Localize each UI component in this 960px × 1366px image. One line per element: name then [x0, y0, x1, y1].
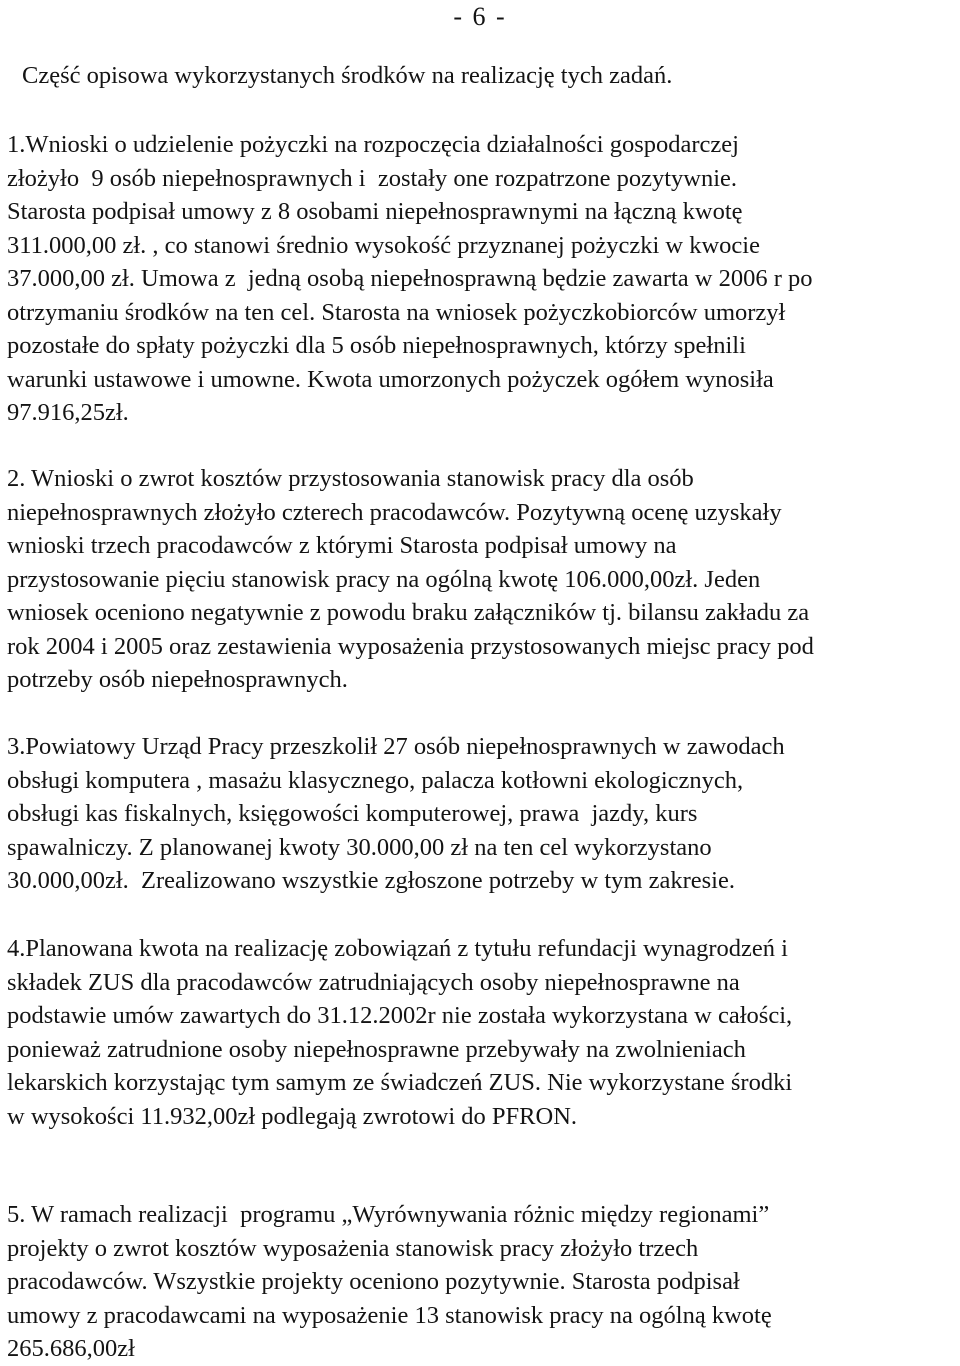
paragraph-line: 97.916,25zł. — [7, 399, 129, 426]
paragraph-line: umowy z pracodawcami na wyposażenie 13 stanowisk pracy na ogólną kwotę — [7, 1301, 772, 1329]
paragraph-line: obsługi kas fiskalnych, księgowości komputerowej, prawa jazdy, kurs — [7, 800, 698, 827]
paragraph-line: 37.000,00 zł. Umowa z jedną osobą niepełnosprawną będzie zawarta w 2006 r po — [7, 265, 813, 292]
paragraph-line: 30.000,00zł. Zrealizowano wszystkie zgłoszone potrzeby w tym zakresie. — [7, 867, 735, 894]
paragraph-line: projekty o zwrot kosztów wyposażenia stanowisk pracy złożyło trzech — [7, 1234, 699, 1262]
paragraph-line: pracodawców. Wszystkie projekty oceniono pozytywnie. Starosta podpisał — [7, 1268, 740, 1295]
section-4-paragraph — [7, 932, 959, 1133]
heading-text: Część opisowa wykorzystanych środków na realizację tych zadań. — [22, 62, 673, 89]
paragraph-line: 3.Powiatowy Urząd Pracy przeszkolił 27 osób niepełnosprawnych w zawodach — [7, 733, 785, 760]
paragraph-line: 265.686,00zł — [7, 1335, 135, 1362]
section-3-paragraph — [7, 730, 959, 898]
paragraph-line: Starosta podpisał umowy z 8 osobami niepełnosprawnymi na łączną kwotę — [7, 198, 743, 225]
paragraph-line: złożyło 9 osób niepełnosprawnych i zostały one rozpatrzone pozytywnie. — [7, 164, 738, 192]
paragraph-line: wnioski trzech pracodawców z którymi Starosta podpisał umowy na — [7, 532, 677, 559]
paragraph-line: wniosek oceniono negatywnie z powodu braku załączników tj. bilansu zakładu za — [7, 599, 810, 626]
paragraph-line: rok 2004 i 2005 oraz zestawienia wyposażenia przystosowanych miejsc pracy pod — [7, 632, 814, 660]
paragraph-line: 5. W ramach realizacji programu „Wyrównywania różnic między regionami” — [7, 1201, 770, 1228]
paragraph-line: 4.Planowana kwota na realizację zobowiązań z tytułu refundacji wynagrodzeń i — [7, 935, 788, 962]
paragraph-line: potrzeby osób niepełnosprawnych. — [7, 666, 348, 693]
paragraph-line: przystosowanie pięciu stanowisk pracy na ogólną kwotę 106.000,00zł. Jeden — [7, 565, 761, 593]
paragraph-line: 1.Wnioski o udzielenie pożyczki na rozpoczęcia działalności gospodarczej — [7, 131, 739, 158]
section-1-paragraph — [7, 128, 959, 430]
document-heading — [22, 59, 960, 93]
page-number: - 6 - — [453, 2, 507, 31]
paragraph-line: obsługi komputera , masażu klasycznego, palacza kotłowni ekologicznych, — [7, 766, 744, 794]
paragraph-line: warunki ustawowe i umowne. Kwota umorzonych pożyczek ogółem wynosiła — [7, 365, 774, 393]
paragraph-line: 2. Wnioski o zwrot kosztów przystosowania stanowisk pracy dla osób — [7, 465, 694, 492]
section-2-paragraph — [7, 462, 959, 697]
section-5-paragraph — [7, 1198, 959, 1366]
paragraph-line: otrzymaniu środków na ten cel. Starosta na wniosek pożyczkobiorców umorzył — [7, 298, 786, 326]
paragraph-line: składek ZUS dla pracodawców zatrudniających osoby niepełnosprawne na — [7, 968, 740, 996]
paragraph-line: niepełnosprawnych złożyło czterech pracodawców. Pozytywną ocenę uzyskały — [7, 498, 782, 526]
paragraph-line: spawalniczy. Z planowanej kwoty 30.000,00 zł na ten cel wykorzystano — [7, 833, 712, 861]
paragraph-line: pozostałe do spłaty pożyczki dla 5 osób niepełnosprawnych, którzy spełnili — [7, 332, 746, 359]
paragraph-line: lekarskich korzystając tym samym ze świadczeń ZUS. Nie wykorzystane środki — [7, 1069, 793, 1096]
paragraph-line: podstawie umów zawartych do 31.12.2002r nie została wykorzystana w całości, — [7, 1002, 793, 1029]
paragraph-line: w wysokości 11.932,00zł podlegają zwrotowi do PFRON. — [7, 1102, 578, 1130]
paragraph-line: ponieważ zatrudnione osoby niepełnosprawne przebywały na zwolnieniach — [7, 1035, 746, 1063]
paragraph-line: 311.000,00 zł. , co stanowi średnio wysokość przyznanej pożyczki w kwocie — [7, 231, 760, 259]
